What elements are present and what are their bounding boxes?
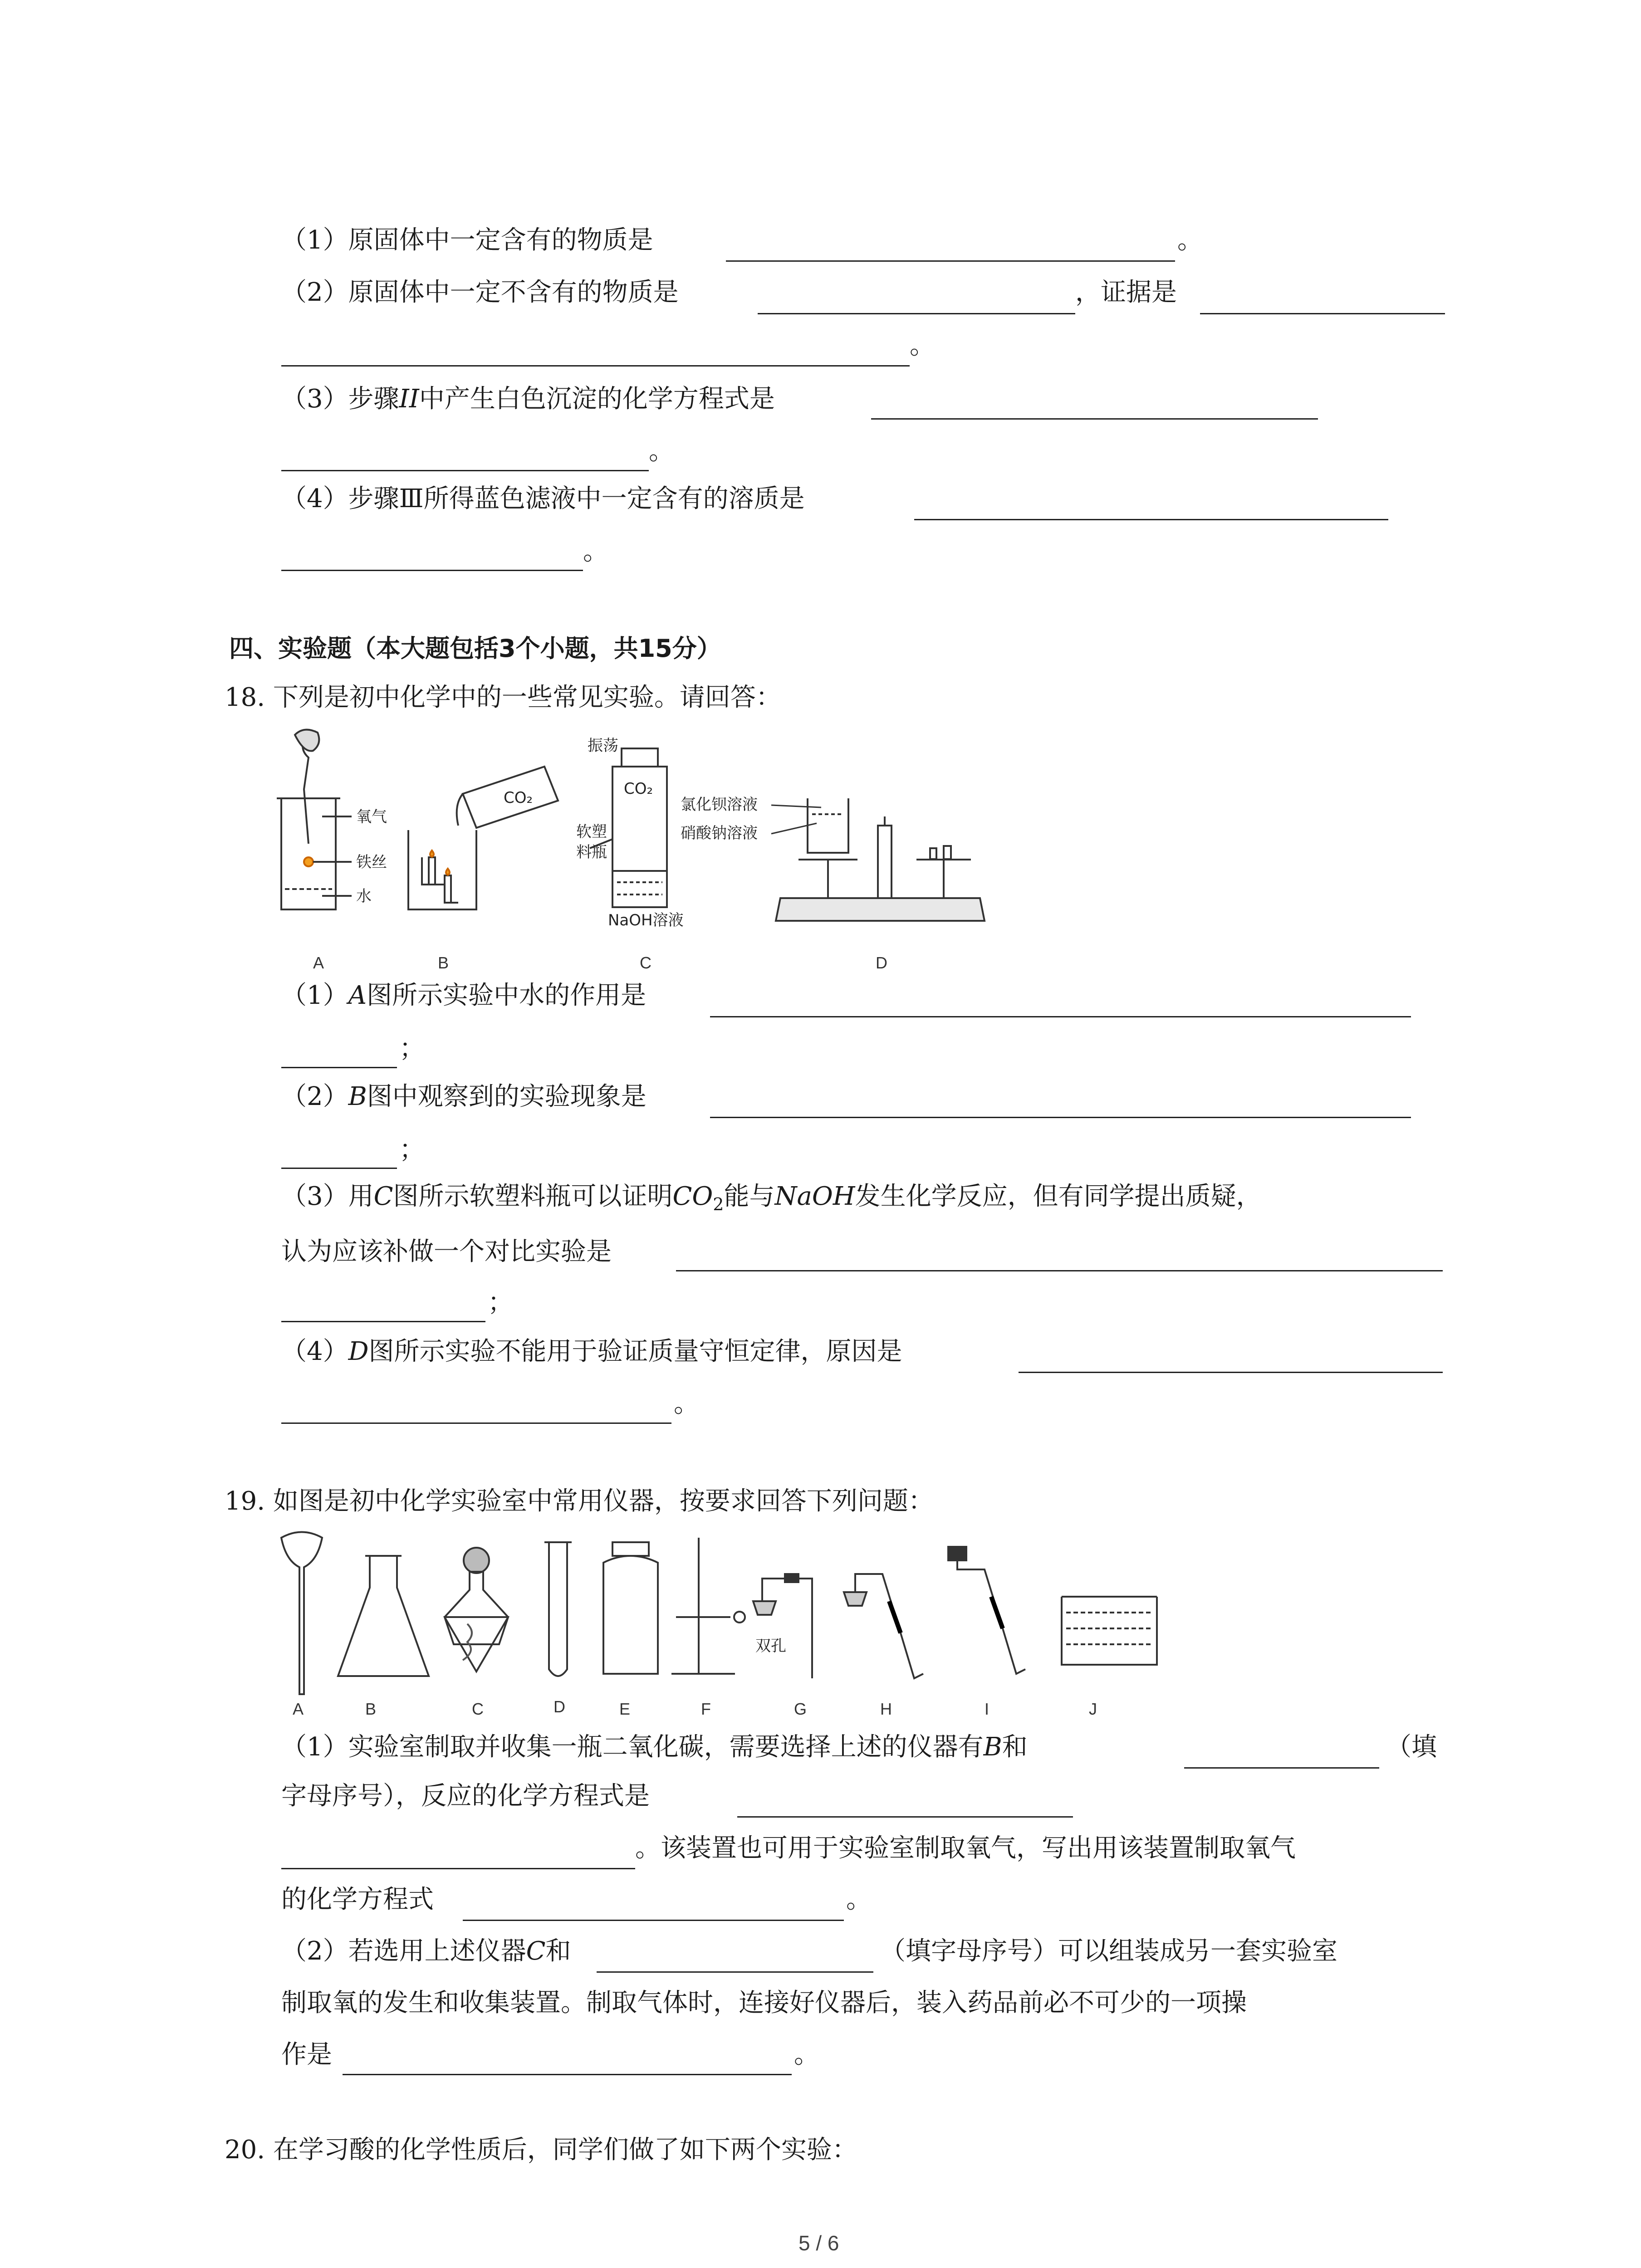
funnel-a-icon: [281, 1532, 322, 1695]
q19-stem: 19. 如图是初中化学实验室中常用仪器，按要求回答下列问题：: [225, 1486, 934, 1516]
figure-label-a: A: [313, 953, 324, 972]
q18-figure: [263, 726, 1080, 980]
roman-numeral: II: [399, 384, 419, 414]
answer-blank[interactable]: [281, 470, 649, 471]
q17-p2-mid: ，证据是: [1075, 278, 1177, 307]
gas-bottle-e-icon: [603, 1542, 658, 1674]
figure-label-f: F: [701, 1700, 711, 1718]
figure-label-d: D: [876, 953, 887, 972]
q19-p1-line4: 的化学方程式: [281, 1885, 434, 1914]
label-soft: 软塑: [576, 823, 607, 841]
test-tube-d-icon: [544, 1542, 572, 1676]
apparatus-a-iron-combustion: [277, 730, 352, 909]
answer-blank[interactable]: [281, 570, 583, 571]
answer-blank[interactable]: [871, 418, 1318, 420]
q17-p4-end: 。: [583, 537, 608, 566]
q17-p1-end: 。: [1177, 225, 1203, 255]
answer-blank[interactable]: [726, 260, 1175, 262]
figure-label-j: J: [1089, 1700, 1097, 1718]
figure-label-h: H: [880, 1700, 892, 1718]
q18-p4: （4）D图所示实验不能用于验证质量守恒定律，原因是: [281, 1337, 902, 1366]
page-number: 5 / 6: [798, 2231, 839, 2255]
q18-p3-end: ；: [488, 1288, 513, 1317]
answer-blank[interactable]: [281, 1422, 671, 1424]
answer-blank[interactable]: [281, 1067, 397, 1068]
answer-blank[interactable]: [281, 1868, 635, 1869]
q19-figure: [272, 1529, 1252, 1724]
label-nano3: 硝酸钠溶液: [681, 824, 758, 842]
apparatus-d-balance: [776, 798, 985, 921]
label-water: 水: [356, 887, 372, 905]
q19-p2-line2: 制取氧的发生和收集装置。制取气体时，连接好仪器后，装入药品前必不可少的一项操: [281, 1988, 1247, 2018]
answer-blank[interactable]: [758, 313, 1075, 314]
section-heading: 四、实验题（本大题包括3个小题，共15分）: [229, 634, 721, 663]
answer-blank[interactable]: [281, 1168, 397, 1169]
q19-p2-line3: 作是: [281, 2040, 332, 2069]
figure-label-d: D: [554, 1697, 565, 1716]
stopper-tube-g-icon: [753, 1574, 812, 1678]
answer-blank[interactable]: [914, 519, 1388, 520]
iron-stand-f-icon: [671, 1538, 745, 1674]
q18-stem: 18. 下列是初中化学中的一些常见实验。请回答：: [225, 683, 781, 712]
q18-p4-end: 。: [674, 1389, 699, 1418]
label-co2-b: CO₂: [504, 789, 533, 807]
answer-blank[interactable]: [281, 365, 910, 367]
q19-p2: （2）若选用上述仪器C和: [281, 1936, 571, 1966]
label-plastic-bottle: 料瓶: [576, 843, 607, 861]
answer-blank[interactable]: [737, 1816, 1073, 1818]
q19-p1-line2: 字母序号），反应的化学方程式是: [281, 1781, 650, 1811]
answer-blank[interactable]: [676, 1270, 1443, 1271]
answer-blank[interactable]: [463, 1920, 844, 1921]
q18-p3: （3）用C图所示软塑料瓶可以证明$CO_2$能与NaOH发生化学反应，但有同学提出质疑，: [281, 1182, 1262, 1215]
figure-label-i: I: [985, 1700, 989, 1718]
label-bacl2: 氯化钡溶液: [681, 796, 758, 814]
q18-p2-end: ；: [399, 1135, 425, 1164]
label-shake: 振荡: [588, 737, 618, 755]
q19-p1-end: 。: [846, 1885, 872, 1914]
q18-p1: （1）A图所示实验中水的作用是: [281, 981, 647, 1010]
q17-p3: （3）步骤II中产生白色沉淀的化学方程式是: [281, 384, 775, 414]
q19-p1-fill: （填: [1386, 1732, 1437, 1762]
answer-blank[interactable]: [1200, 313, 1445, 314]
figure-label-c: C: [472, 1700, 484, 1718]
q17-p2-end: 。: [910, 331, 935, 360]
label-co2-c: CO₂: [624, 780, 653, 798]
q18-p2: （2）B图中观察到的实验现象是: [281, 1082, 647, 1111]
q17-p2: （2）原固体中一定不含有的物质是: [281, 278, 679, 307]
figure-label-b: B: [438, 953, 449, 972]
figure-label-g: G: [794, 1700, 807, 1718]
apparatus-b-co2-candles: [408, 767, 558, 909]
answer-blank[interactable]: [710, 1016, 1411, 1017]
figure-label-a: A: [293, 1700, 304, 1718]
label-naoh-solution: NaOH溶液: [608, 911, 684, 929]
label-oxygen: 氧气: [356, 808, 387, 826]
conical-flask-b-icon: [338, 1556, 429, 1676]
q18-p3-line2: 认为应该补做一个对比实验是: [281, 1237, 612, 1266]
answer-blank[interactable]: [710, 1117, 1411, 1118]
q18-p1-end: ；: [399, 1034, 425, 1063]
label-double-hole: 双孔: [755, 1637, 786, 1655]
q17-p3-end: 。: [649, 436, 674, 466]
answer-blank[interactable]: [343, 2074, 792, 2075]
q17-p1: （1）原固体中一定含有的物质是: [281, 225, 653, 255]
q17-p4: （4）步骤Ⅲ所得蓝色滤液中一定含有的溶质是: [281, 484, 805, 513]
q20-stem: 20. 在学习酸的化学性质后，同学们做了如下两个实验：: [225, 2135, 857, 2165]
figure-label-e: E: [619, 1700, 631, 1718]
q19-p1-line3: 。该装置也可用于实验室制取氧气，写出用该装置制取氧气: [635, 1833, 1296, 1863]
water-trough-j-icon: [1062, 1597, 1157, 1665]
answer-blank[interactable]: [1184, 1767, 1379, 1769]
q19-p2-end: 。: [794, 2040, 819, 2069]
q19-p1: （1）实验室制取并收集一瓶二氧化碳，需要选择上述的仪器有B和: [281, 1732, 1028, 1762]
figure-label-c: C: [640, 953, 652, 972]
q19-letters: [293, 1697, 1097, 1718]
answer-blank[interactable]: [281, 1321, 485, 1322]
q19-p2-fill: （填字母序号）可以组装成另一套实验室: [880, 1936, 1337, 1966]
label-iron-wire: 铁丝: [356, 853, 387, 871]
stopper-tube-h-icon: [844, 1574, 923, 1678]
figure-label-b: B: [365, 1700, 377, 1718]
answer-blank[interactable]: [597, 1971, 873, 1973]
clamped-tube-i-icon: [948, 1547, 1025, 1674]
alcohol-lamp-c-icon: [445, 1548, 508, 1672]
answer-blank[interactable]: [1019, 1372, 1443, 1373]
